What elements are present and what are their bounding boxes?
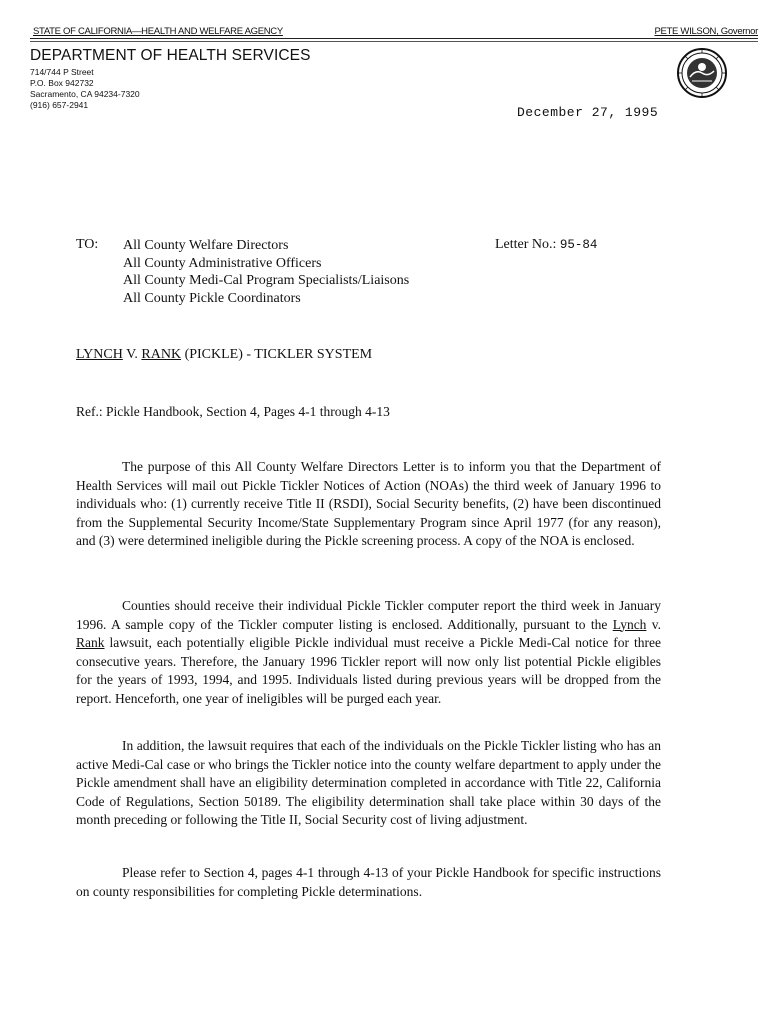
paragraph-text: In addition, the lawsuit requires that each of the individuals on the Pickle Tickler listing who has an active Medi-Cal case or who brings the Tickler notice into the county welfare department to apply under the Pickle amendment shall have an eligibility determination completed in accordance with Title 22, California Code of Regulations, Section 50189. The eligibility determination shall take place within 30 days of the month preceding or following the Title II, Social Security cost of living adjustment.	[76, 738, 661, 827]
letter-number-value: 95-84	[559, 238, 598, 252]
department-name: DEPARTMENT OF HEALTH SERVICES	[30, 47, 311, 64]
address-line: (916) 657-2941	[30, 100, 89, 110]
letter-number-label: Letter No.:	[495, 237, 557, 252]
letter-number	[495, 237, 597, 253]
recipient-item: All County Pickle Coordinators	[123, 290, 301, 306]
paragraph-counties	[76, 597, 661, 708]
recipient-list	[123, 237, 409, 307]
state-seal-icon	[676, 47, 728, 99]
case-name-lynch: Lynch	[612, 616, 647, 632]
to-label: TO:	[76, 237, 99, 252]
case-v: v.	[646, 616, 662, 632]
subject-line	[76, 347, 372, 363]
governor-name: PETE WILSON, Governor	[654, 26, 758, 37]
address-line: Sacramento, CA 94234-7320	[30, 89, 140, 99]
paragraph-text: The purpose of this All County Welfare Directors Letter is to inform you that the Department of Health Services will mail out Pickle Tickler Notices of Action (NOAs) the third week of January 1996 to individuals who: (1) currently receive Title II (RSDI), Social Security benefits, (2) have been discontinued from the Supplemental Security Income/State Supplementary Program since April 1977 (for any reason), and (3) were determined ineligible during the Pickle screening process. A copy of the NOA is enclosed.	[76, 459, 661, 548]
agency-name: STATE OF CALIFORNIA—HEALTH AND WELFARE AGENCY	[33, 26, 283, 37]
paragraph-text: Please refer to Section 4, pages 4-1 through 4-13 of your Pickle Handbook for specific instructions on county responsibilities for completing Pickle determinations.	[76, 865, 661, 899]
subject-rank: RANK	[141, 347, 182, 362]
paragraph-lawsuit	[76, 737, 661, 830]
recipient-item: All County Administrative Officers	[123, 255, 322, 271]
subject-rest: (PICKLE) - TICKLER SYSTEM	[181, 347, 373, 362]
header-rule-secondary	[30, 41, 758, 42]
letter-date: December 27, 1995	[517, 105, 659, 120]
paragraph-text: lawsuit, each potentially eligible Pickle individual must receive a Pickle Medi-Cal notice for three consecutive years. Therefore, the January 1996 Tickler report will now only list potential Pickle eligibles for the years of 1993, 1994, and 1995. Individuals listed during previous years will be dropped from the report. Henceforth, one year of ineligibles will be purged each year.	[76, 635, 661, 706]
case-name-rank: Rank	[76, 635, 105, 650]
header-rule	[30, 38, 758, 39]
subject-lynch: LYNCH	[76, 347, 123, 362]
paragraph-text: Counties should receive their individual Pickle Tickler computer report the third week in January 1996. A sample copy of the Tickler computer listing is enclosed. Additionally, pursuant to the	[76, 598, 661, 632]
reference-line: Ref.: Pickle Handbook, Section 4, Pages 4-1 through 4-13	[76, 404, 390, 419]
subject-v: V.	[122, 347, 142, 362]
paragraph-purpose	[76, 458, 661, 551]
paragraph-instructions	[76, 864, 661, 901]
recipient-item: All County Medi-Cal Program Specialists/Liaisons	[123, 273, 410, 288]
address-line: 714/744 P Street	[30, 67, 94, 77]
address-line: P.O. Box 942732	[30, 78, 94, 88]
recipient-item: All County Welfare Directors	[123, 238, 289, 253]
